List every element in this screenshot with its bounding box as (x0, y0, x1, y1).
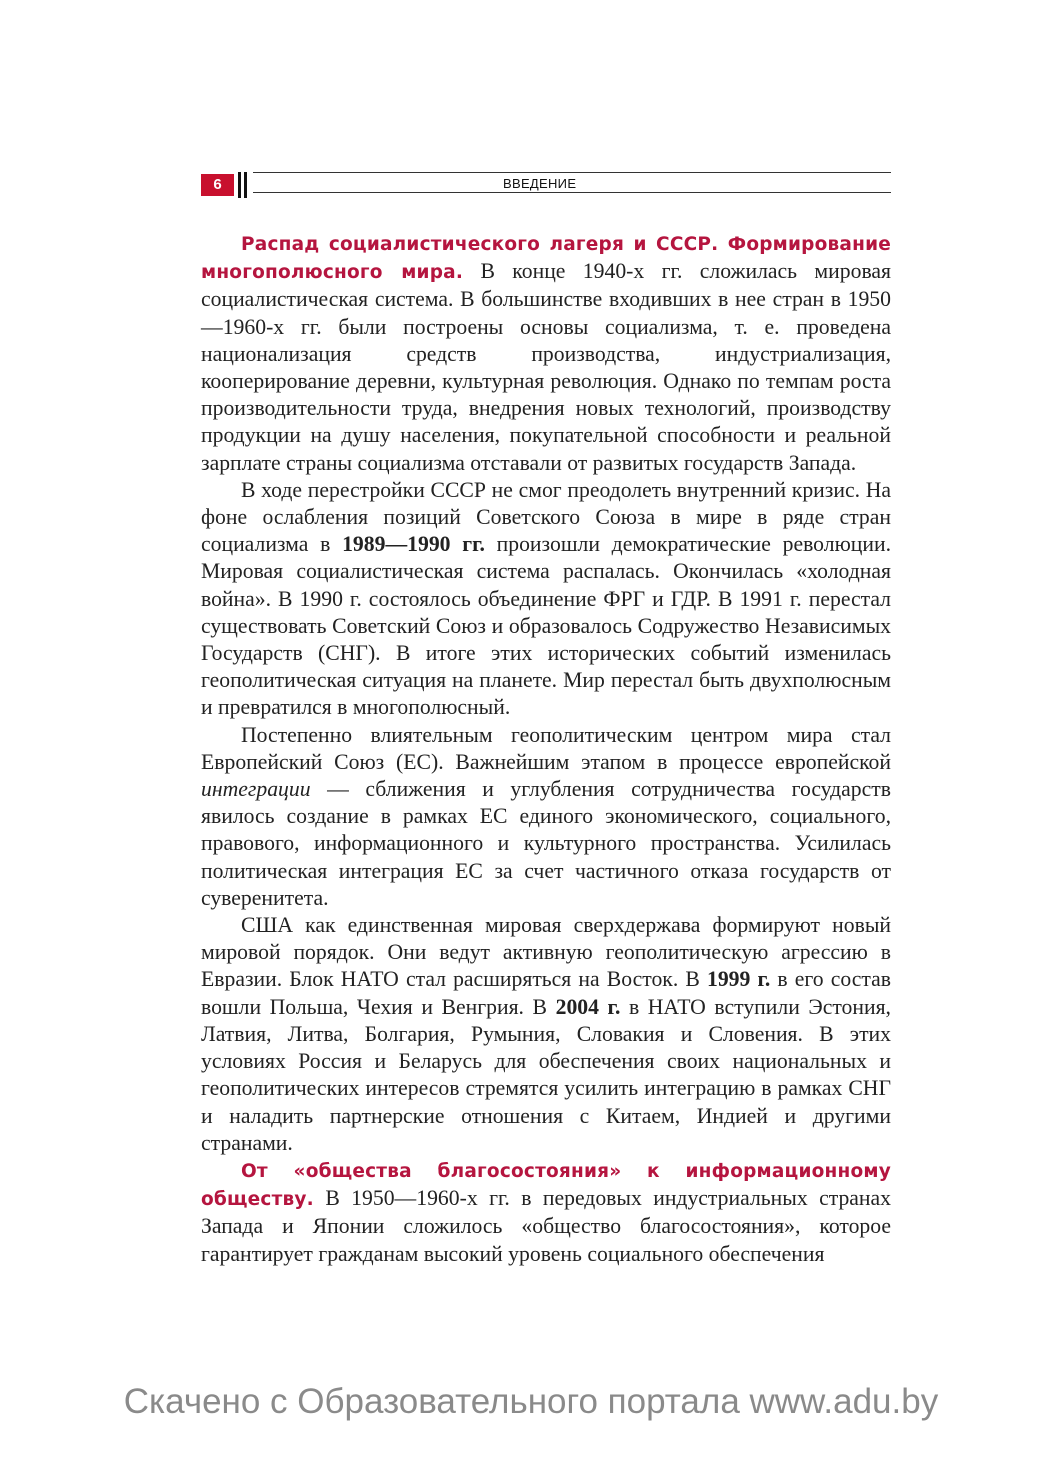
paragraph (201, 1157, 891, 1268)
page-body (201, 230, 891, 1268)
bold-date: 1999 г. (706, 967, 771, 992)
section-title: ВВЕДЕНИЕ (503, 176, 577, 191)
paragraph-text: — сближения и углубления сотрудничества государств явилось создание в рамках ЕС единого экономического, социального, правового, информационного и культурного пространства. Усилилась политическая интеграция ЕС за счет частичного отказа государств от суверенитета. (201, 777, 891, 910)
paragraph-text: в его состав вошли Польша, Чехия и Венгрия. В (201, 967, 891, 1019)
paragraph-text: Постепенно влиятельным геополитическим центром мира стал Европейский Союз (ЕС). Важнейшим этапом в процессе европейской (201, 722, 891, 774)
paragraph-text: произошли демократические революции. Мировая социалистическая система распалась. Окончилась «холодная война». В 1990 г. состоялось объединение ФРГ и ГДР. В 1991 г. перестал существовать Советский Союз и образовалось Содружество Независимых Государств (СНГ). В итоге этих исторических событий изменилась геополитическая ситуация на планете. Мир перестал быть двухполюсным и превратился в многополюсный. (201, 532, 892, 720)
bold-date: 2004 г. (555, 994, 621, 1019)
header-bar (238, 172, 241, 198)
header-bar (244, 172, 247, 198)
page-number: 6 (201, 174, 234, 196)
paragraph-text: В ходе перестройки СССР не смог преодолеть внутренний кризис. На фоне ослабления позиций Советского Союза в мире в ряде стран социализма в (201, 477, 891, 557)
page-header (201, 170, 891, 200)
paragraph-text: США как единственная мировая сверхдержава формируют новый мировой порядок. Они ведут активную геополитическую агрессию в Евразии. Блок НАТО стал расширяться на Восток. В (201, 913, 891, 992)
paragraph (201, 722, 891, 912)
bold-date: 1989—1990 гг. (342, 532, 485, 557)
paragraph (201, 230, 891, 477)
watermark-footer: Скачено с Образовательного портала www.adu.by (123, 1382, 939, 1421)
paragraph-heading: Распад социалистического лагеря и СССР. Формирование многополюсного мира. (201, 234, 891, 284)
paragraph (201, 912, 891, 1157)
paragraph-text: В 1950—1960-х гг. в передовых индустриальных странах Запада и Японии сложилось «общество благосостояния», которое гарантирует гражданам высокий уровень социального обеспечения (201, 1186, 891, 1266)
header-rule (253, 172, 891, 173)
paragraph-text: В конце 1940-х гг. сложилась мировая социалистическая система. В большинстве входивших в нее стран в 1950—1960-х гг. были построены основы социализма, т. е. проведена национализация средств производства, индустриализация, кооперирование деревни, культурная революция. Однако по темпам роста производительности труда, внедрения новых технологий, производству продукции на душу населения, покупательной способности и реальной зарплате страны социализма отставали от развитых государств Запада. (201, 259, 891, 475)
paragraph (201, 477, 891, 722)
header-rule (253, 192, 891, 193)
paragraph-text: в НАТО вступили Эстония, Латвия, Литва, Болгария, Румыния, Словакия и Словения. В этих условиях Россия и Беларусь для обеспечения своих национальных и геополитических интересов стремятся усилить интеграцию в рамках СНГ и наладить партнерские отношения с Китаем, Индией и другими странами. (201, 994, 891, 1155)
paragraph-heading: От «общества благосостояния» к информационному обществу. (201, 1160, 891, 1211)
italic-term: интеграции (201, 777, 311, 802)
